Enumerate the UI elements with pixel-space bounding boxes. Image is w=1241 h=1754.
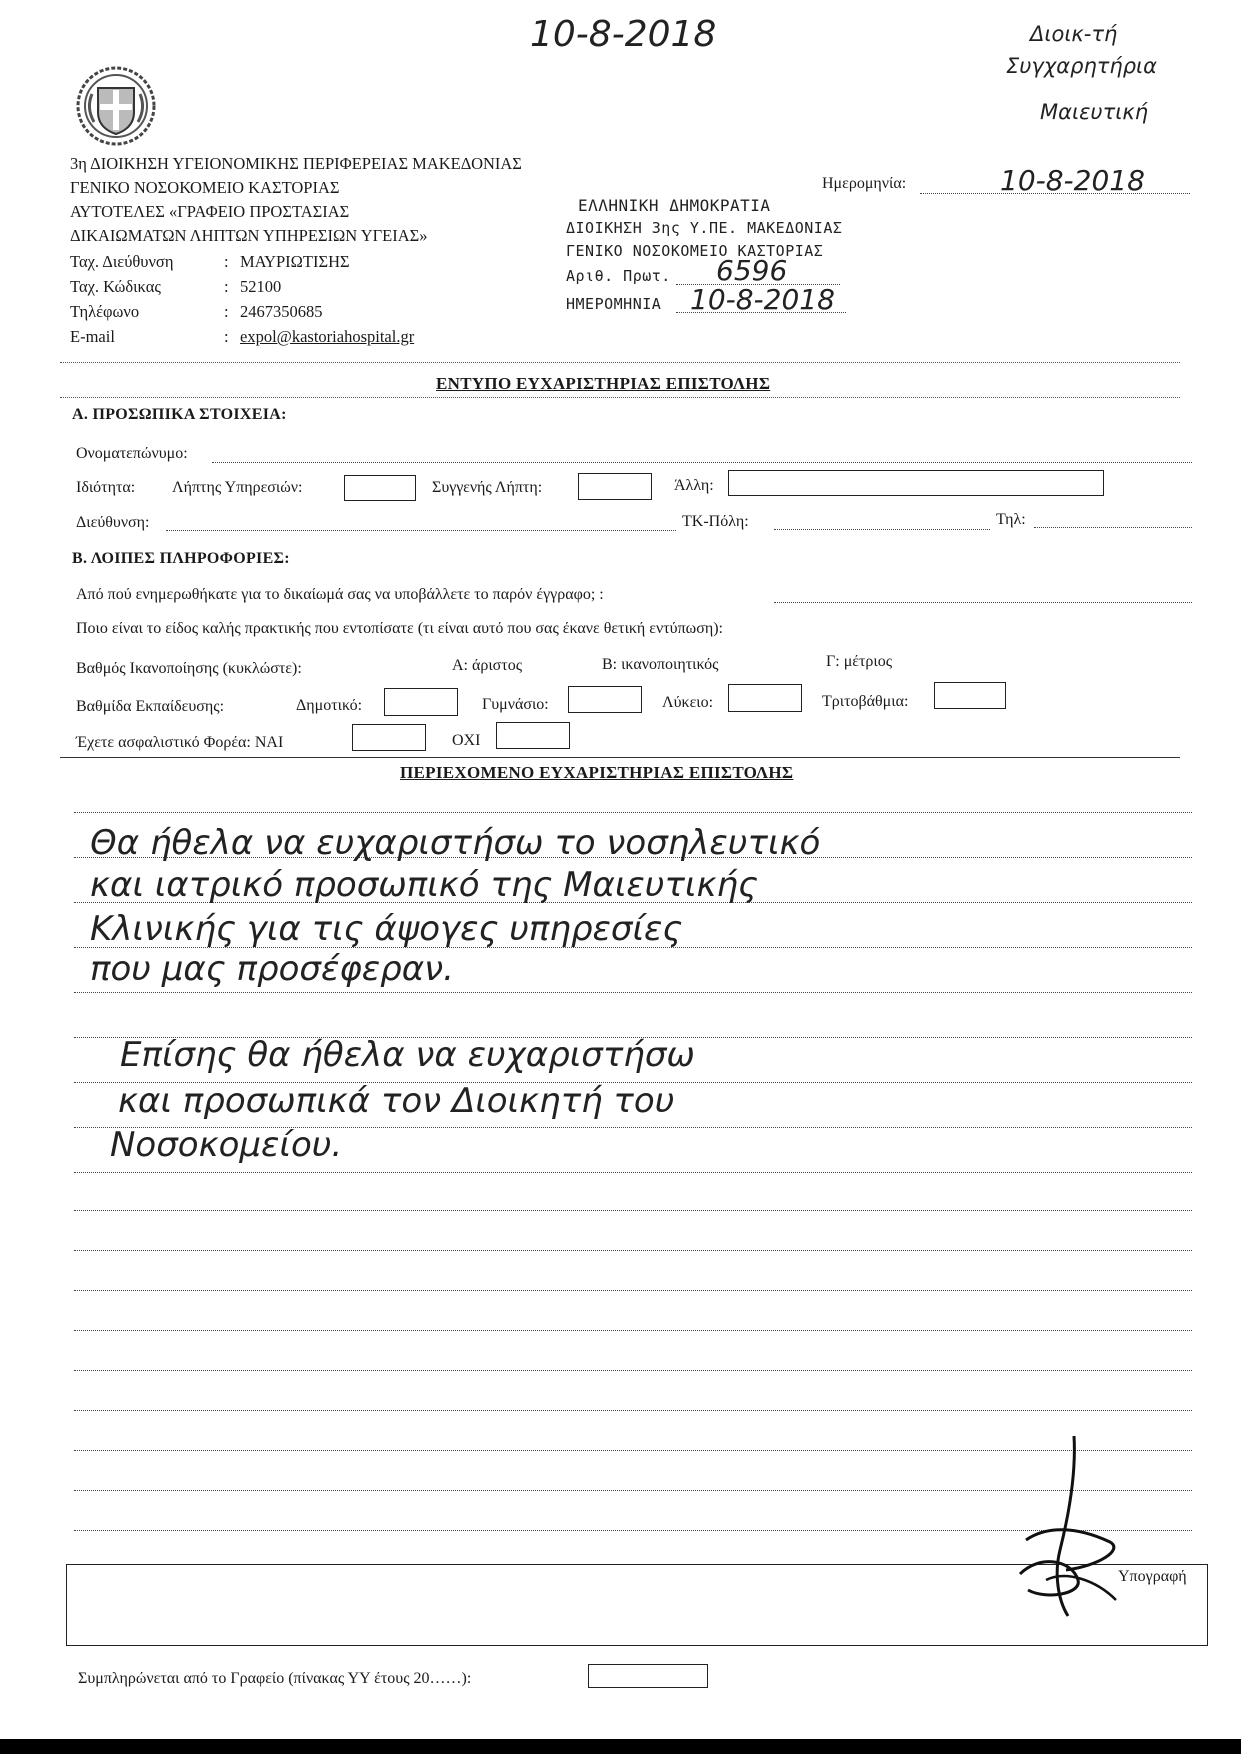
city-field[interactable] [774,529,990,530]
letter-line-6: και προσωπικά τον Διοικητή του [118,1081,675,1121]
writing-line [74,1370,1192,1371]
stamp-line-3: ΓΕΝΙΚΟ ΝΟΣΟΚΟΜΕΙΟ ΚΑΣΤΟΡΙΑΣ [566,242,824,260]
satisfaction-option-c[interactable]: Γ: μέτριος [826,653,893,670]
content-top-rule [60,757,1180,758]
name-field[interactable] [212,462,1192,463]
source-answer-field[interactable] [774,602,1192,603]
letter-line-1: Θα ήθελα να ευχαριστήσω το νοσηλευτικό [90,823,821,863]
address-label: Ταχ. Διεύθυνση [70,252,174,271]
address-field[interactable] [166,530,676,531]
handwritten-corner-note-1: Διοικ-τή [1030,22,1118,46]
other-input[interactable] [728,470,1104,496]
title-bottom-rule [60,397,1180,398]
phone-field-label: Τηλ: [996,511,1026,528]
phone-field[interactable] [1034,527,1192,528]
other-label: Άλλη: [674,477,714,494]
header-line-1: 3η ΔΙΟΙΚΗΣΗ ΥΓΕΙΟΝΟΜΙΚΗΣ ΠΕΡΙΦΕΡΕΙΑΣ ΜΑΚΕΔΟΝΙΑΣ [70,154,522,173]
email-label: E-mail [70,327,115,346]
edu-lyceum-checkbox[interactable] [728,684,802,712]
satisfaction-option-b[interactable]: Β: ικανοποιητικός [602,656,719,673]
email-link[interactable]: expol@kastoriahospital.gr [240,327,415,346]
coat-of-arms-emblem [74,64,158,153]
question-practice: Ποιο είναι το είδος καλής πρακτικής που εντοπίσατε (τι είναι αυτό που σας έκανε θετική εντύπωση): [76,620,723,637]
address-value: ΜΑΥΡΙΩΤΙΣΗΣ [240,252,350,271]
insurance-no-label: ΟΧΙ [452,732,481,749]
handwritten-signature [1006,1430,1136,1635]
header-line-4: ΔΙΚΑΙΩΜΑΤΩΝ ΛΗΠΤΩΝ ΥΠΗΡΕΣΙΩΝ ΥΓΕΙΑΣ» [70,226,428,245]
header-line-2: ΓΕΝΙΚΟ ΝΟΣΟΚΟΜΕΙΟ ΚΑΣΤΟΡΙΑΣ [70,178,340,197]
writing-line [74,1250,1192,1251]
writing-line [74,1410,1192,1411]
stamp-line-1: ΕΛΛΗΝΙΚΗ ΔΗΜΟΚΡΑΤΙΑ [578,196,771,215]
writing-line [74,1330,1192,1331]
writing-line [74,1172,1192,1173]
writing-line [74,1210,1192,1211]
stamp-protocol-value: 6596 [716,254,788,287]
edu-tertiary-label: Τριτοβάθμια: [822,693,909,710]
relative-label: Συγγενής Λήπτη: [432,479,543,496]
insurance-no-checkbox[interactable] [496,722,570,749]
office-use-input[interactable] [588,1664,708,1688]
letter-line-7: Νοσοκομείου. [110,1125,343,1165]
edu-primary-label: Δημοτικό: [296,697,363,714]
letter-line-4: που μας προσέφεραν. [90,949,454,989]
date-label: Ημερομηνία: [822,175,907,192]
edu-tertiary-checkbox[interactable] [934,682,1006,709]
relative-checkbox[interactable] [578,473,652,500]
date-value: 10-8-2018 [1000,164,1145,197]
satisfaction-label: Βαθμός Ικανοποίησης (κυκλώστε): [76,660,302,677]
handwritten-corner-note-3: Μαιευτική [1040,100,1149,124]
handwritten-corner-note-2: Συγχαρητήρια [1006,54,1157,78]
question-source: Από πού ενημερωθήκατε για το δικαίωμά σας να υποβάλλετε το παρόν έγγραφο; : [76,586,604,603]
address-sep: : [224,252,229,271]
section-a-title: Α. ΠΡΟΣΩΠΙΚΑ ΣΤΟΙΧΕΙΑ: [72,406,287,423]
edu-gymnasium-label: Γυμνάσιο: [482,696,549,713]
insurance-label: Έχετε ασφαλιστικό Φορέα: ΝΑΙ [76,734,284,751]
satisfaction-option-a[interactable]: Α: άριστος [452,657,523,674]
stamp-date-value: 10-8-2018 [690,283,835,316]
form-title: ΕΝΤΥΠΟ ΕΥΧΑΡΙΣΤΗΡΙΑΣ ΕΠΙΣΤΟΛΗΣ [436,374,771,393]
email-sep: : [224,327,229,346]
writing-line [74,1290,1192,1291]
writing-line [74,812,1192,813]
phone-sep: : [224,302,229,321]
recipient-checkbox[interactable] [344,475,416,501]
city-label: ΤΚ-Πόλη: [682,513,749,530]
letter-line-3: Κλινικής για τις άψογες υπηρεσίες [90,909,683,949]
address-field-label: Διεύθυνση: [76,514,150,531]
stamp-date-label: ΗΜΕΡΟΜΗΝΙΑ [566,295,662,313]
header-line-3: ΑΥΤΟΤΕΛΕΣ «ΓΡΑΦΕΙΟ ΠΡΟΣΤΑΣΙΑΣ [70,202,350,221]
scan-bottom-band [0,1739,1241,1754]
stamp-line-2: ΔΙΟΙΚΗΣΗ 3ης Υ.ΠΕ. ΜΑΚΕΔΟΝΙΑΣ [566,219,843,237]
edu-primary-checkbox[interactable] [384,688,458,716]
office-use-label: Συμπληρώνεται από το Γραφείο (πίνακας ΥΥ έτους 20……): [78,1670,472,1687]
content-title: ΠΕΡΙΕΧΟΜΕΝΟ ΕΥΧΑΡΙΣΤΗΡΙΑΣ ΕΠΙΣΤΟΛΗΣ [400,763,794,782]
insurance-yes-checkbox[interactable] [352,724,426,751]
edu-gymnasium-checkbox[interactable] [568,686,642,713]
education-label: Βαθμίδα Εκπαίδευσης: [76,698,225,715]
handwritten-top-date: 10-8-2018 [530,14,717,55]
postcode-value: 52100 [240,277,282,296]
phone-value: 2467350685 [240,302,323,321]
postcode-label: Ταχ. Κώδικας [70,277,161,296]
recipient-label: Λήπτης Υπηρεσιών: [172,479,303,496]
capacity-label: Ιδιότητα: [76,479,136,496]
letter-line-2: και ιατρικό προσωπικό της Μαιευτικής [90,865,758,905]
postcode-sep: : [224,277,229,296]
signature-label: Υπογραφή [1118,1568,1187,1585]
letter-line-5: Επίσης θα ήθελα να ευχαριστήσω [120,1035,695,1075]
phone-label: Τηλέφωνο [70,302,140,321]
stamp-protocol-label: Αριθ. Πρωτ. [566,267,671,285]
title-top-rule [60,362,1180,363]
edu-lyceum-label: Λύκειο: [662,694,714,711]
name-label: Ονοματεπώνυμο: [76,445,188,462]
section-b-title: Β. ΛΟΙΠΕΣ ΠΛΗΡΟΦΟΡΙΕΣ: [72,550,290,567]
